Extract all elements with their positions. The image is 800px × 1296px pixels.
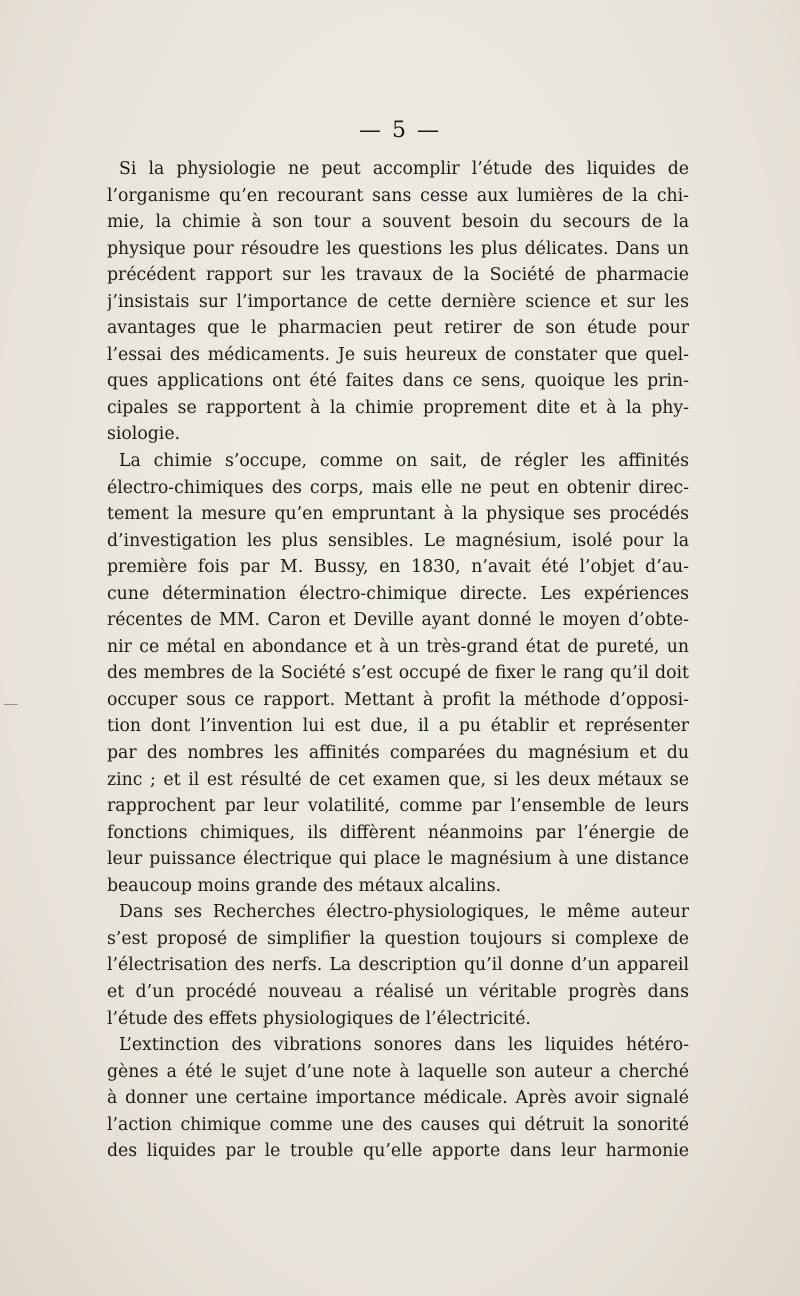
- text-line: fonctions chimiques, ils diffèrent néanmoins par l’énergie de: [107, 822, 689, 843]
- text-line: ques applications ont été faites dans ce sens, quoique les prin-: [107, 371, 689, 392]
- paragraph-3: [107, 899, 689, 1032]
- text-line: physique pour résoudre les questions les plus délicates. Dans un: [107, 238, 689, 259]
- text-line: première fois par M. Bussy, en 1830, n’avait été l’objet d’au-: [107, 557, 689, 578]
- paragraph-4: [107, 1032, 689, 1165]
- text-line: tion dont l’invention lui est due, il a pu établir et représenter: [107, 716, 689, 737]
- text-line: tement la mesure qu’en empruntant à la physique ses procédés: [107, 504, 689, 525]
- text-line: mie, la chimie à son tour a souvent besoin du secours de la: [107, 212, 689, 233]
- text-line: et d’un procédé nouveau a réalisé un véritable progrès dans: [107, 981, 689, 1002]
- text-line: siologie.: [107, 424, 181, 445]
- text-line: zinc ; et il est résulté de cet examen que, si les deux métaux se: [107, 769, 689, 790]
- text-line: l’électrisation des nerfs. La description qu’il donne d’un appareil: [107, 955, 689, 976]
- text-line: Si la physiologie ne peut accomplir l’étude des liquides de: [119, 159, 689, 179]
- text-line: par des nombres les affinités comparées du magnésium et du: [107, 743, 689, 764]
- page-number: — 5 —: [359, 118, 441, 143]
- margin-mark: [4, 704, 18, 705]
- text-line: avantages que le pharmacien peut retirer de son étude pour: [107, 318, 689, 339]
- body-text: [107, 156, 689, 1165]
- text-line: précédent rapport sur les travaux de la Société de pharmacie: [107, 265, 689, 286]
- text-line: nir ce métal en abondance et à un très-grand état de pureté, un: [107, 636, 689, 657]
- text-line: rapprochent par leur volatilité, comme par l’ensemble de leurs: [107, 796, 689, 817]
- text-line: à donner une certaine importance médicale. Après avoir signalé: [107, 1088, 689, 1109]
- text-line: s’est proposé de simplifier la question toujours si complexe de: [107, 928, 689, 949]
- text-line: cune détermination électro-chimique directe. Les expériences: [107, 583, 689, 604]
- text-line: Dans ses Recherches électro-physiologiques, le même auteur: [119, 902, 689, 923]
- text-line: récentes de MM. Caron et Deville ayant donné le moyen d’obte-: [107, 610, 689, 631]
- text-line: j’insistais sur l’importance de cette dernière science et sur les: [107, 291, 689, 312]
- text-line: L’extinction des vibrations sonores dans les liquides hétéro-: [119, 1035, 689, 1056]
- text-line: beaucoup moins grande des métaux alcalins.: [107, 875, 502, 896]
- text-line: La chimie s’occupe, comme on sait, de régler les affinités: [119, 451, 689, 472]
- text-line: l’étude des effets physiologiques de l’électricité.: [107, 1008, 531, 1029]
- text-line: l’organisme qu’en recourant sans cesse aux lumières de la chi-: [107, 185, 689, 206]
- text-line: électro-chimiques des corps, mais elle ne peut en obtenir direc-: [107, 477, 689, 498]
- text-line: gènes a été le sujet d’une note à laquelle son auteur a cherché: [107, 1061, 689, 1082]
- text-line: l’action chimique comme une des causes qui détruit la sonorité: [107, 1114, 689, 1135]
- text-line: d’investigation les plus sensibles. Le magnésium, isolé pour la: [107, 530, 689, 551]
- text-line: l’essai des médicaments. Je suis heureux de constater que quel-: [107, 344, 689, 365]
- paragraph-1: [107, 156, 689, 448]
- text-line: cipales se rapportent à la chimie proprement dite et à la phy-: [107, 397, 689, 418]
- text-line: occuper sous ce rapport. Mettant à profit la méthode d’opposi-: [107, 689, 689, 710]
- text-line: des liquides par le trouble qu’elle apporte dans leur harmonie: [107, 1141, 689, 1162]
- text-line: des membres de la Société s’est occupé de fixer le rang qu’il doit: [107, 663, 689, 684]
- paragraph-2: [107, 448, 689, 899]
- text-line: leur puissance électrique qui place le magnésium à une distance: [107, 849, 689, 870]
